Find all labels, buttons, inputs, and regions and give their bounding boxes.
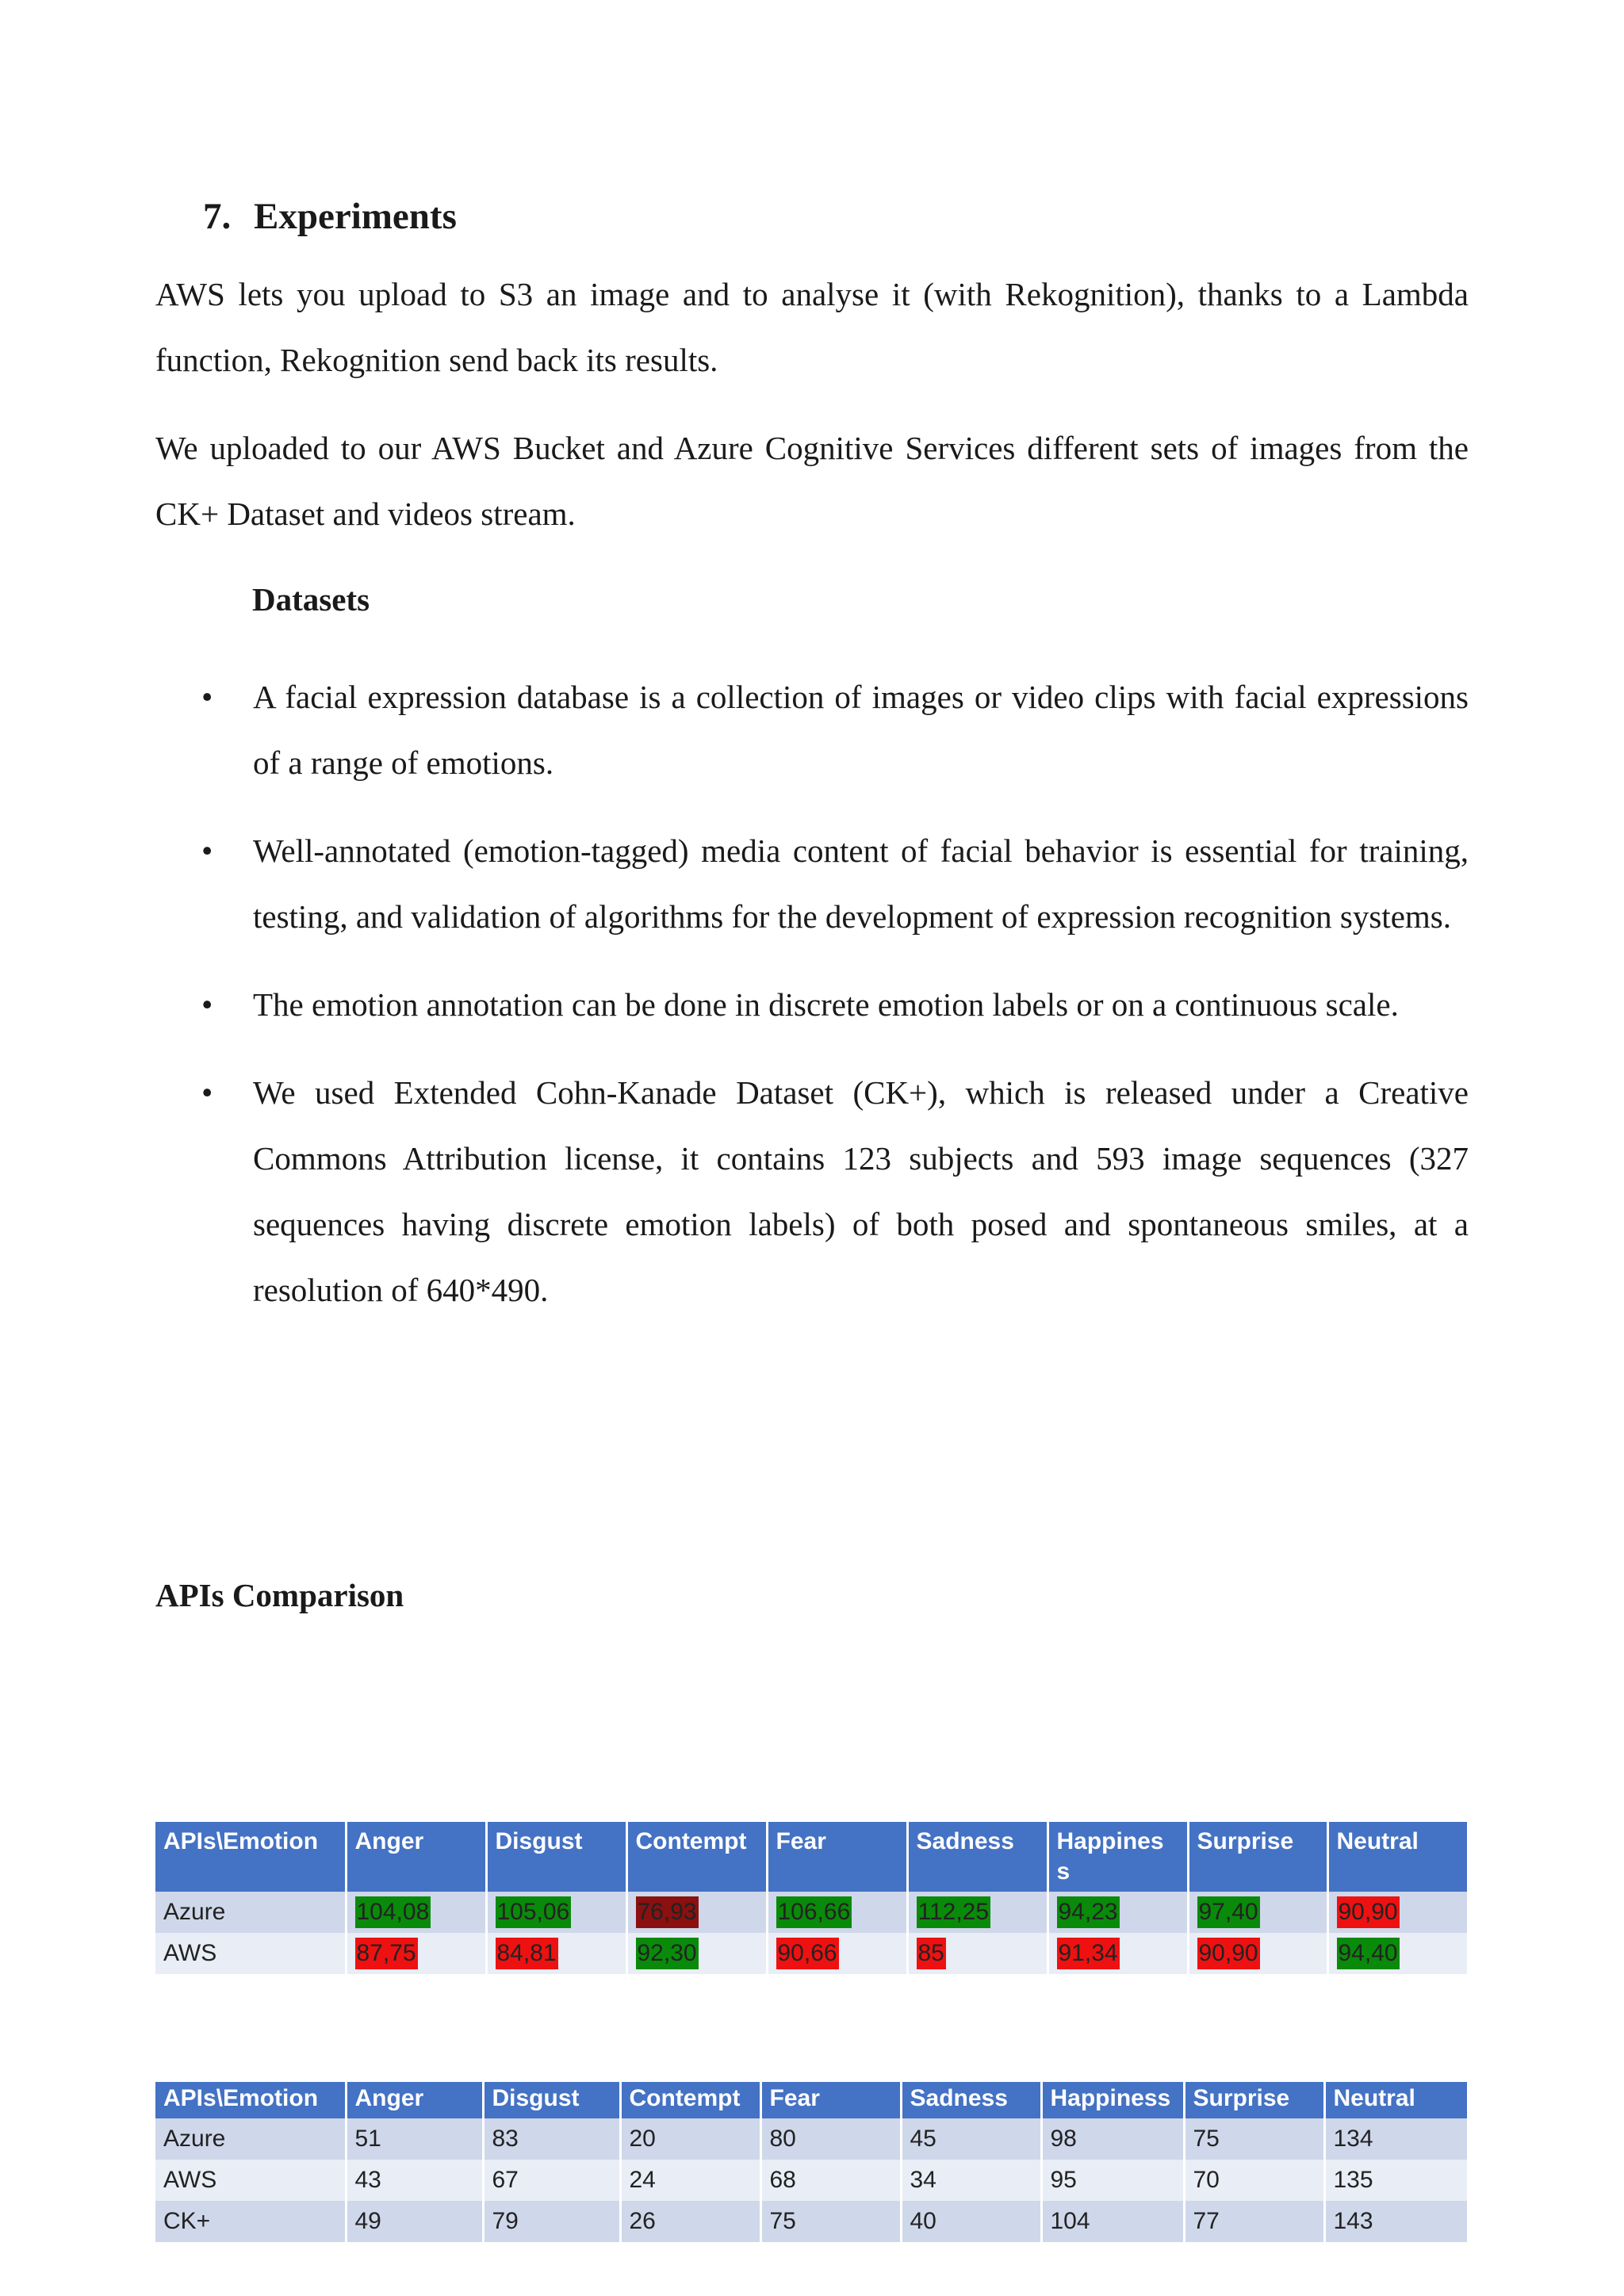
row-label: AWS — [155, 1933, 346, 1974]
bullet-item — [155, 664, 1469, 796]
bullet-text: A facial expression database is a collection of images or video clips with facial expressions of a range of emotions. — [253, 679, 1469, 781]
table-cell: 98 — [1041, 2118, 1184, 2160]
table-cell: 45 — [901, 2118, 1041, 2160]
cell-value: 106,66 — [776, 1896, 852, 1928]
bullet-text: Well-annotated (emotion-tagged) media content of facial behavior is essential for training, testing, and validation of algorithms for the development of expression recognition systems. — [253, 832, 1469, 935]
cell-value: 90,90 — [1197, 1938, 1260, 1969]
column-header: Contempt — [626, 1822, 767, 1892]
table-cell: 26 — [620, 2201, 760, 2242]
table-cell: 79 — [483, 2201, 620, 2242]
cell-value: 105,06 — [496, 1896, 572, 1928]
cell-value: 90,66 — [776, 1938, 839, 1969]
table-cell: 80 — [760, 2118, 901, 2160]
column-header: Anger — [346, 1822, 486, 1892]
emotion-percent-table — [155, 1822, 1467, 1974]
cell-value: 94,40 — [1337, 1938, 1400, 1969]
table-header-row — [155, 2082, 1467, 2118]
table-cell: 40 — [901, 2201, 1041, 2242]
bullet-text: The emotion annotation can be done in discrete emotion labels or on a continuous scale. — [253, 986, 1399, 1023]
column-header: Surprise — [1188, 1822, 1327, 1892]
row-label: AWS — [155, 2160, 346, 2201]
table-cell: 75 — [760, 2201, 901, 2242]
table-cell: 134 — [1324, 2118, 1467, 2160]
cell-value: 97,40 — [1197, 1896, 1260, 1928]
table-cell: 34 — [901, 2160, 1041, 2201]
bullet-marker: • — [201, 986, 213, 1023]
table-cell — [626, 1892, 767, 1933]
table-cell — [767, 1892, 907, 1933]
table-cell: 75 — [1184, 2118, 1324, 2160]
row-label: Azure — [155, 1892, 346, 1933]
table-row — [155, 2160, 1467, 2201]
table-cell: 70 — [1184, 2160, 1324, 2201]
bullet-marker: • — [201, 832, 213, 869]
table-cell: 104 — [1041, 2201, 1184, 2242]
row-label: CK+ — [155, 2201, 346, 2242]
table-row — [155, 2201, 1467, 2242]
column-header: Contempt — [620, 2082, 760, 2118]
bullet-item — [155, 1060, 1469, 1323]
cell-value: 84,81 — [496, 1938, 558, 1969]
column-header: APIs\Emotion — [155, 2082, 346, 2118]
cell-value: 91,34 — [1057, 1938, 1120, 1969]
table-cell: 143 — [1324, 2201, 1467, 2242]
bullet-marker: • — [201, 1074, 213, 1111]
row-label: Azure — [155, 2118, 346, 2160]
table-cell — [1327, 1933, 1467, 1974]
table-cell — [346, 1892, 486, 1933]
table-cell — [1048, 1933, 1188, 1974]
table-cell: 43 — [346, 2160, 483, 2201]
column-header: Happines s — [1048, 1822, 1188, 1892]
bullet-item — [155, 818, 1469, 950]
table-cell — [1188, 1892, 1327, 1933]
table-body — [155, 2118, 1467, 2242]
table-row — [155, 2118, 1467, 2160]
bullet-marker: • — [201, 679, 213, 715]
table-cell — [486, 1933, 626, 1974]
column-header: Fear — [767, 1822, 907, 1892]
table-cell — [907, 1892, 1048, 1933]
column-header: Anger — [346, 2082, 483, 2118]
section-heading — [203, 195, 457, 238]
column-header: Disgust — [483, 2082, 620, 2118]
paragraph-uploaded-sets: We uploaded to our AWS Bucket and Azure Cognitive Services different sets of images from the CK+ Dataset and videos stream. — [155, 430, 1469, 532]
table-cell: 68 — [760, 2160, 901, 2201]
table-cell — [1327, 1892, 1467, 1933]
table-cell — [1188, 1933, 1327, 1974]
cell-value: 90,90 — [1337, 1896, 1400, 1928]
cell-value: 76,93 — [636, 1896, 699, 1928]
table-cell: 49 — [346, 2201, 483, 2242]
bullet-item — [155, 972, 1469, 1038]
column-header: Sadness — [907, 1822, 1048, 1892]
table-cell — [486, 1892, 626, 1933]
column-header: Fear — [760, 2082, 901, 2118]
apis-comparison-heading: APIs Comparison — [155, 1577, 404, 1613]
table-cell — [907, 1933, 1048, 1974]
cell-value: 112,25 — [917, 1896, 991, 1928]
cell-value: 87,75 — [355, 1938, 418, 1969]
table-cell: 135 — [1324, 2160, 1467, 2201]
column-header: APIs\Emotion — [155, 1822, 346, 1892]
table-cell: 24 — [620, 2160, 760, 2201]
section-number: 7. — [203, 196, 232, 237]
table-cell: 83 — [483, 2118, 620, 2160]
table-cell: 77 — [1184, 2201, 1324, 2242]
column-header: Happiness — [1041, 2082, 1184, 2118]
column-header: Neutral — [1327, 1822, 1467, 1892]
cell-value: 94,23 — [1057, 1896, 1120, 1928]
section-title: Experiments — [254, 196, 457, 237]
table-row — [155, 1933, 1467, 1974]
table-cell: 67 — [483, 2160, 620, 2201]
datasets-bullet-list — [155, 664, 1469, 1345]
cell-value: 104,08 — [355, 1896, 431, 1928]
paragraph-aws-rekognition: AWS lets you upload to S3 an image and to analyse it (with Rekognition), thanks to a Lambda function, Rekognition send back its results. — [155, 276, 1469, 378]
table-row — [155, 1892, 1467, 1933]
emotion-count-table — [155, 2082, 1467, 2242]
table-cell — [346, 1933, 486, 1974]
table-cell: 20 — [620, 2118, 760, 2160]
table-header-row — [155, 1822, 1467, 1892]
column-header: Neutral — [1324, 2082, 1467, 2118]
table-body — [155, 1892, 1467, 1974]
cell-value: 85 — [917, 1938, 946, 1969]
column-header: Surprise — [1184, 2082, 1324, 2118]
bullet-text: We used Extended Cohn-Kanade Dataset (CK+), which is released under a Creative Commons Attribution license, it contains 123 subjects and 593 image sequences (327 sequences having discrete emotion labels) of both posed and spontaneous smiles, at a resolution of 640*490. — [253, 1074, 1469, 1308]
datasets-heading: Datasets — [252, 581, 370, 618]
column-header: Sadness — [901, 2082, 1041, 2118]
cell-value: 92,30 — [636, 1938, 699, 1969]
table-cell — [767, 1933, 907, 1974]
column-header: Disgust — [486, 1822, 626, 1892]
table-cell: 51 — [346, 2118, 483, 2160]
table-cell — [1048, 1892, 1188, 1933]
table-cell — [626, 1933, 767, 1974]
table-cell: 95 — [1041, 2160, 1184, 2201]
